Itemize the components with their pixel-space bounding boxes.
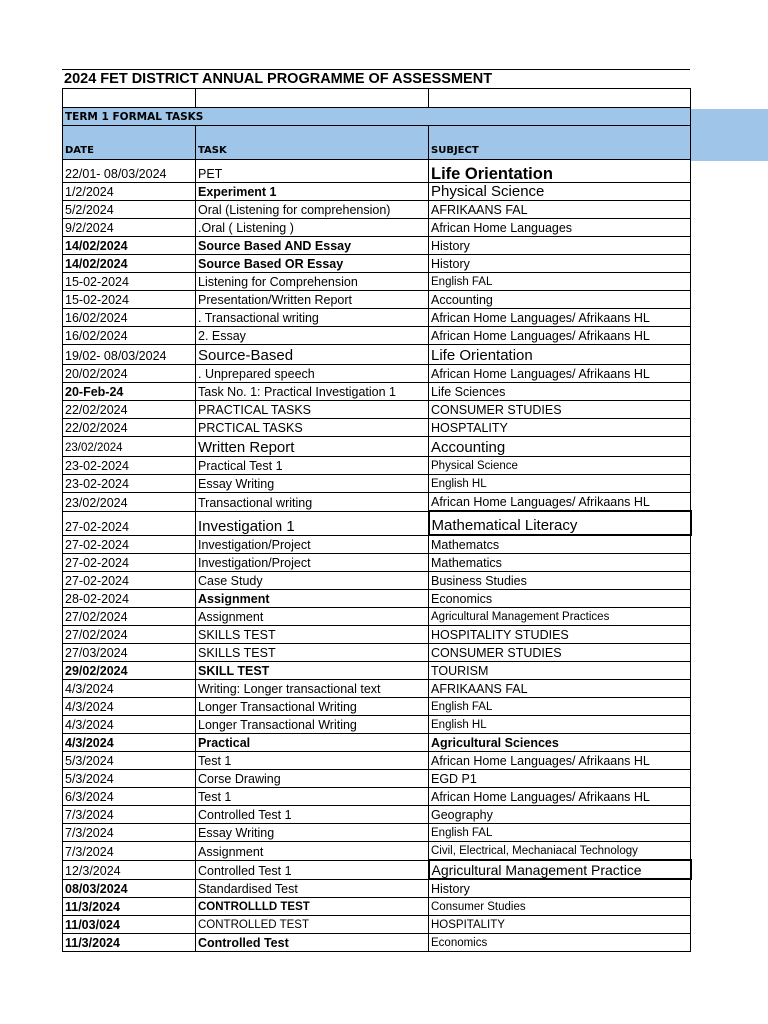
subject-cell: HOSPTALITY [429,419,691,437]
table-row [63,716,691,734]
subject-cell: Economics [429,590,691,608]
task-cell: Longer Transactional Writing [196,716,429,734]
date-cell: 19/02- 08/03/2024 [63,345,196,365]
date-cell: 12/3/2024 [63,860,196,879]
date-cell: 27-02-2024 [63,554,196,572]
table-row [63,401,691,419]
subject-cell: Mathematics [429,554,691,572]
subject-cell: African Home Languages/ Afrikaans HL [429,493,691,512]
column-header-row [63,126,691,160]
subject-cell: Geography [429,806,691,824]
table-row [63,535,691,554]
task-cell: Task No. 1: Practical Investigation 1 [196,383,429,401]
table-row [63,327,691,345]
subject-cell: Agricultural Management Practices [429,608,691,626]
header-fill-overflow [690,109,768,161]
task-cell: Standardised Test [196,879,429,898]
date-cell: 14/02/2024 [63,237,196,255]
date-cell: 4/3/2024 [63,734,196,752]
header-task: TASK [196,126,429,160]
task-cell: Writing: Longer transactional text [196,680,429,698]
subject-cell: AFRIKAANS FAL [429,201,691,219]
table-row [63,475,691,493]
task-cell: Corse Drawing [196,770,429,788]
task-cell: CONTROLLLD TEST [196,898,429,916]
date-cell: 5/2/2024 [63,201,196,219]
blank-cell [63,89,196,108]
task-cell: Assignment [196,608,429,626]
task-cell: Essay Writing [196,475,429,493]
date-cell: 27-02-2024 [63,535,196,554]
table-row [63,201,691,219]
subject-cell: History [429,255,691,273]
date-cell: 23/02/2024 [63,437,196,457]
task-cell: Source Based OR Essay [196,255,429,273]
subject-cell: African Home Languages/ Afrikaans HL [429,365,691,383]
table-row [63,160,691,183]
task-cell: Investigation/Project [196,535,429,554]
table-row [63,824,691,842]
table-row [63,916,691,934]
table-row [63,291,691,309]
task-cell: Controlled Test 1 [196,860,429,879]
date-cell: 08/03/2024 [63,879,196,898]
subject-cell: Accounting [429,291,691,309]
table-row [63,419,691,437]
subject-cell: English FAL [429,824,691,842]
task-cell: Investigation/Project [196,554,429,572]
date-cell: 1/2/2024 [63,183,196,201]
table-row [63,183,691,201]
task-cell: . Unprepared speech [196,365,429,383]
task-cell: Longer Transactional Writing [196,698,429,716]
date-cell: 4/3/2024 [63,680,196,698]
subject-cell: HOSPITALITY STUDIES [429,626,691,644]
header-subject: SUBJECT [429,126,691,160]
subject-cell: Physical Science [429,457,691,475]
table-row [63,554,691,572]
date-cell: 29/02/2024 [63,662,196,680]
blank-cell [429,89,691,108]
date-cell: 23-02-2024 [63,457,196,475]
subject-cell: History [429,237,691,255]
task-cell: PRCTICAL TASKS [196,419,429,437]
table-row [63,273,691,291]
date-cell: 15-02-2024 [63,273,196,291]
subject-cell: CONSUMER STUDIES [429,401,691,419]
date-cell: 28-02-2024 [63,590,196,608]
date-cell: 5/3/2024 [63,770,196,788]
subject-cell: Life Sciences [429,383,691,401]
subject-cell: History [429,879,691,898]
date-cell: 4/3/2024 [63,716,196,734]
task-cell: Transactional writing [196,493,429,512]
subject-cell: EGD P1 [429,770,691,788]
date-cell: 11/3/2024 [63,934,196,952]
table-row [63,365,691,383]
date-cell: 11/03/024 [63,916,196,934]
table-row [63,898,691,916]
date-cell: 23/02/2024 [63,493,196,512]
date-cell: 22/02/2024 [63,401,196,419]
subject-cell: Life Orientation [429,345,691,365]
table-row [63,345,691,365]
table-row [63,457,691,475]
table-row [63,309,691,327]
date-cell: 20-Feb-24 [63,383,196,401]
date-cell: 27/02/2024 [63,626,196,644]
table-row [63,680,691,698]
table-row [63,860,691,879]
section-heading: TERM 1 FORMAL TASKS [63,108,691,126]
table-row [63,437,691,457]
task-cell: Assignment [196,590,429,608]
date-cell: 22/02/2024 [63,419,196,437]
table-row [63,237,691,255]
date-cell: 27/02/2024 [63,608,196,626]
subject-cell: Business Studies [429,572,691,590]
table-row [63,734,691,752]
subject-cell: Physical Science [429,183,691,201]
table-row [63,511,691,535]
table-row [63,493,691,512]
subject-cell: English HL [429,475,691,493]
date-cell: 23-02-2024 [63,475,196,493]
date-cell: 7/3/2024 [63,806,196,824]
task-cell: Case Study [196,572,429,590]
assessment-table [62,88,692,952]
subject-cell: African Home Languages/ Afrikaans HL [429,327,691,345]
task-cell: Listening for Comprehension [196,273,429,291]
subject-cell: AFRIKAANS FAL [429,680,691,698]
task-cell: Practical Test 1 [196,457,429,475]
subject-cell: Consumer Studies [429,898,691,916]
task-cell: . Transactional writing [196,309,429,327]
date-cell: 11/3/2024 [63,898,196,916]
task-cell: SKILLS TEST [196,626,429,644]
table-row [63,770,691,788]
task-cell: Source-Based [196,345,429,365]
table-row [63,219,691,237]
task-cell: PET [196,160,429,183]
subject-cell: African Home Languages/ Afrikaans HL [429,309,691,327]
table-row [63,806,691,824]
date-cell: 9/2/2024 [63,219,196,237]
task-cell: Written Report [196,437,429,457]
date-cell: 5/3/2024 [63,752,196,770]
date-cell: 22/01- 08/03/2024 [63,160,196,183]
task-cell: .Oral ( Listening ) [196,219,429,237]
task-cell: Practical [196,734,429,752]
task-cell: Source Based AND Essay [196,237,429,255]
task-cell: Controlled Test [196,934,429,952]
table-row [63,572,691,590]
subject-cell: English FAL [429,698,691,716]
task-cell: SKILLS TEST [196,644,429,662]
table-row [63,626,691,644]
date-cell: 6/3/2024 [63,788,196,806]
subject-cell: Civil, Electrical, Mechaniacal Technology [429,842,691,861]
subject-cell: Life Orientation [429,160,691,183]
task-cell: SKILL TEST [196,662,429,680]
header-date: DATE [63,126,196,160]
table-row [63,644,691,662]
subject-cell: Mathematcs [429,535,691,554]
table-row [63,383,691,401]
subject-cell: African Home Languages/ Afrikaans HL [429,752,691,770]
task-cell: Assignment [196,842,429,861]
subject-cell: Accounting [429,437,691,457]
table-row [63,608,691,626]
subject-cell: African Home Languages [429,219,691,237]
date-cell: 7/3/2024 [63,842,196,861]
task-cell: Investigation 1 [196,511,429,535]
subject-cell: Agricultural Management Practice [429,860,691,879]
date-cell: 27-02-2024 [63,572,196,590]
section-heading-row [63,108,691,126]
subject-cell: English FAL [429,273,691,291]
subject-cell: HOSPITALITY [429,916,691,934]
subject-cell: Agricultural Sciences [429,734,691,752]
blank-row [63,89,691,108]
task-cell: Essay Writing [196,824,429,842]
task-cell: PRACTICAL TASKS [196,401,429,419]
date-cell: 20/02/2024 [63,365,196,383]
document-title: 2024 FET DISTRICT ANNUAL PROGRAMME OF ASSESSMENT [64,71,493,87]
task-cell: Experiment 1 [196,183,429,201]
table-row [63,934,691,952]
subject-cell: African Home Languages/ Afrikaans HL [429,788,691,806]
table-row [63,752,691,770]
table-row [63,788,691,806]
subject-cell: CONSUMER STUDIES [429,644,691,662]
table-row [63,255,691,273]
table-row [63,842,691,861]
date-cell: 27/03/2024 [63,644,196,662]
table-row [63,698,691,716]
task-cell: 2. Essay [196,327,429,345]
subject-cell: TOURISM [429,662,691,680]
task-cell: CONTROLLED TEST [196,916,429,934]
date-cell: 14/02/2024 [63,255,196,273]
table-row [63,879,691,898]
date-cell: 16/02/2024 [63,309,196,327]
task-cell: Oral (Listening for comprehension) [196,201,429,219]
subject-cell: English HL [429,716,691,734]
date-cell: 4/3/2024 [63,698,196,716]
task-cell: Controlled Test 1 [196,806,429,824]
task-cell: Test 1 [196,788,429,806]
task-cell: Test 1 [196,752,429,770]
date-cell: 7/3/2024 [63,824,196,842]
date-cell: 16/02/2024 [63,327,196,345]
date-cell: 27-02-2024 [63,511,196,535]
table-row [63,590,691,608]
table-row [63,662,691,680]
task-cell: Presentation/Written Report [196,291,429,309]
subject-cell: Economics [429,934,691,952]
subject-cell: Mathematical Literacy [429,511,691,535]
blank-cell [196,89,429,108]
date-cell: 15-02-2024 [63,291,196,309]
